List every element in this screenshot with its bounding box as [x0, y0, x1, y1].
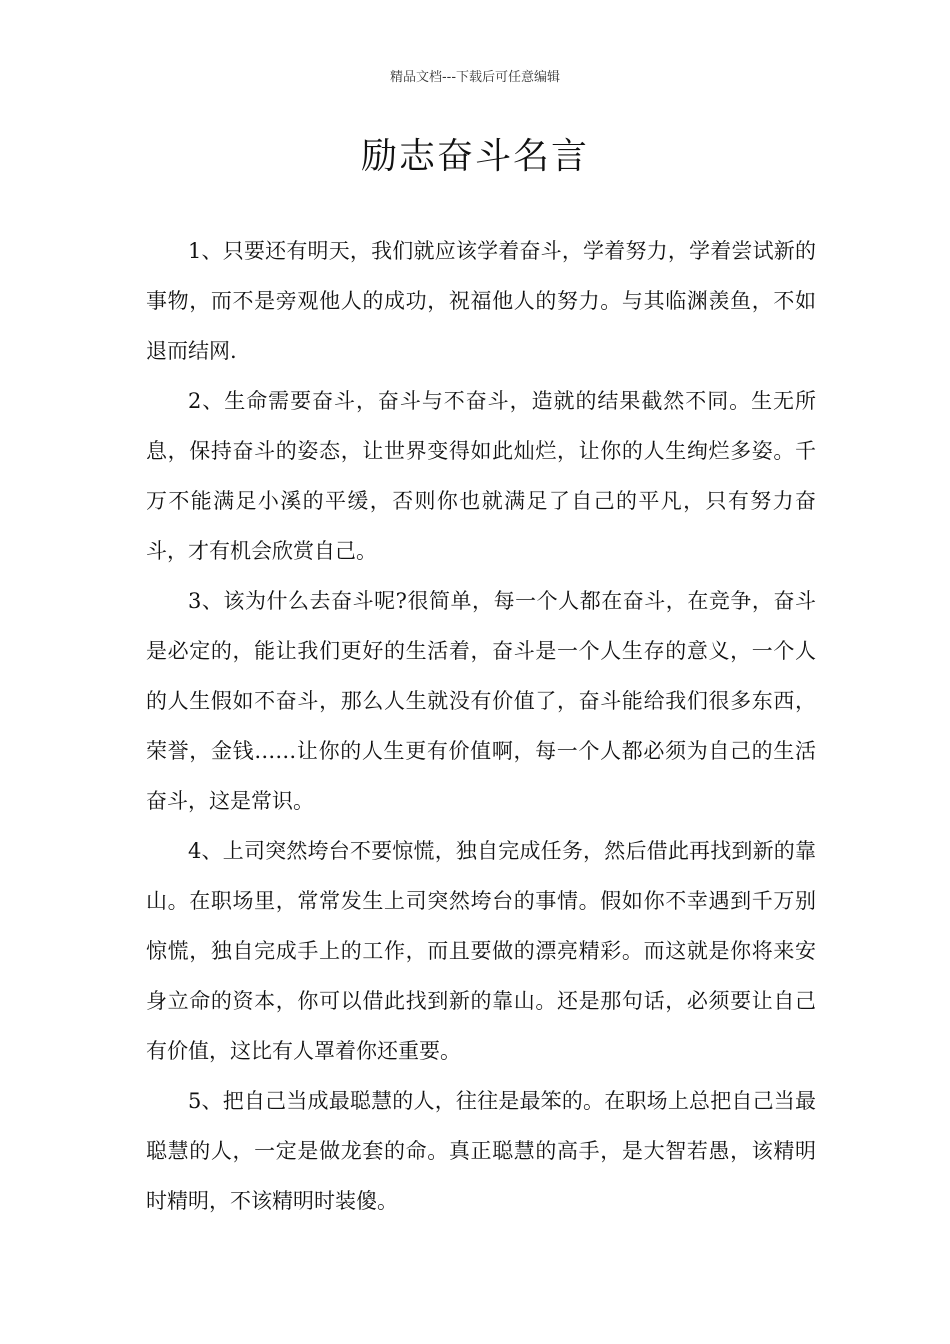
document-title: 励志奋斗名言 [360, 136, 589, 177]
quote-paragraph-5: 5、把自己当成最聪慧的人，往往是最笨的。在职场上总把自己当最聪慧的人，一定是做龙套的命。真正聪慧的高手，是大智若愚，该精明时精明，不该精明时装傻。 [146, 1089, 816, 1213]
quote-paragraph-4: 4、上司突然垮台不要惊慌，独自完成任务，然后借此再找到新的靠山。在职场里，常常发生上司突然垮台的事情。假如你不幸遇到千万别惊慌，独自完成手上的工作，而且要做的漂亮精彩。而这就是你将来安身立命的资本，你可以借此找到新的靠山。还是那句话，必须要让自己有价值，这比有人罩着你还重要。 [146, 839, 816, 1063]
document-body [146, 226, 816, 1226]
quote-paragraph-2: 2、生命需要奋斗，奋斗与不奋斗，造就的结果截然不同。生无所息，保持奋斗的姿态，让世界变得如此灿烂，让你的人生绚烂多姿。千万不能满足小溪的平缓，否则你也就满足了自己的平凡，只有努力奋斗，才有机会欣赏自己。 [146, 389, 816, 563]
quote-paragraph-3: 3、该为什么去奋斗呢?很简单，每一个人都在奋斗，在竞争，奋斗是必定的，能让我们更好的生活着，奋斗是一个人生存的意义，一个人的人生假如不奋斗，那么人生就没有价值了，奋斗能给我们很多东西，荣誉，金钱……让你的人生更有价值啊，每一个人都必须为自己的生活奋斗，这是常识。 [146, 589, 816, 813]
header-note: 精品文档---下载后可任意编辑 [389, 70, 561, 85]
quote-paragraph-1: 1、只要还有明天，我们就应该学着奋斗，学着努力，学着尝试新的事物，而不是旁观他人的成功，祝福他人的努力。与其临渊羡鱼，不如退而结网. [146, 239, 816, 363]
